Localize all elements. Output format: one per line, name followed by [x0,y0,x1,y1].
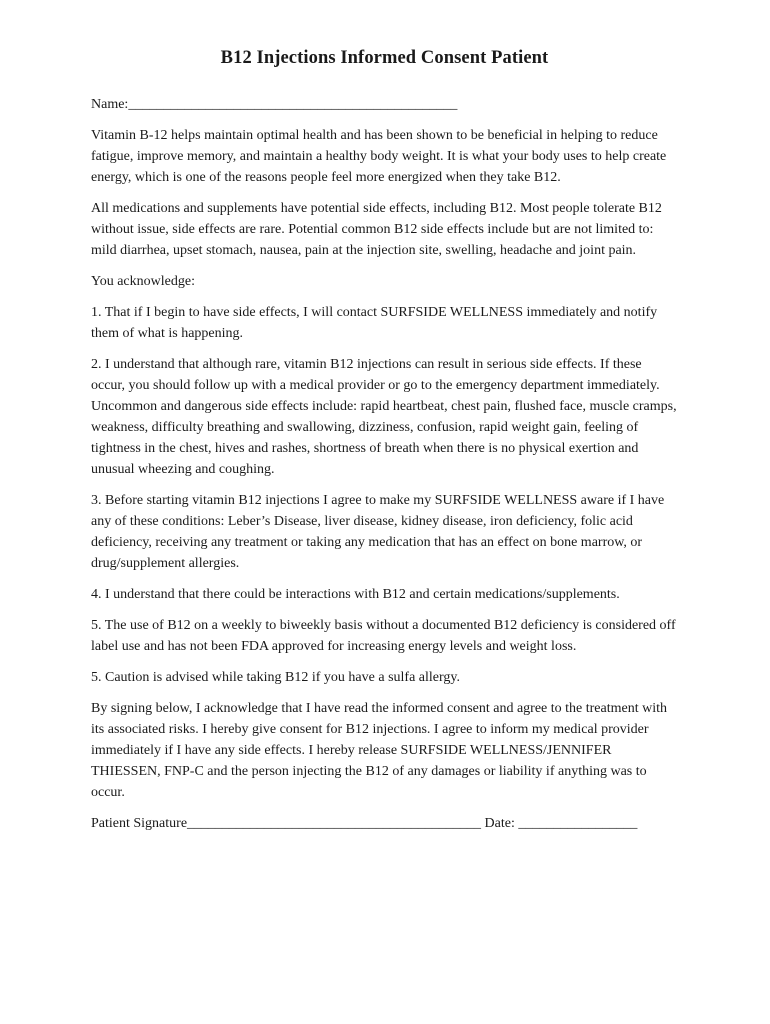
paragraph-item-5: 5. The use of B12 on a weekly to biweekly basis without a documented B12 deficiency is considered off label use and has not been FDA approved for increasing energy levels and weight loss. [91,618,676,654]
date-blank: _________________ [518,816,638,831]
page-title: B12 Injections Informed Consent Patient [220,48,549,68]
paragraph-vitamin-b12-intro: Vitamin B-12 helps maintain optimal health and has been shown to be beneficial in helping to reduce fatigue, improve memory, and maintain a healthy body weight. It is what your body uses to help create energy, which is one of the reasons people feel more energized when they take B12. [91,128,667,185]
name-field-line [91,95,678,115]
date-label: Date: [484,816,515,831]
paragraph-item-1: 1. That if I begin to have side effects, I will contact SURFSIDE WELLNESS immediately and notify them of what is happening. [91,305,658,341]
signature-blank: __________________________________________ [187,816,482,831]
patient-signature-label: Patient Signature [91,816,188,831]
paragraph-item-5-caution: 5. Caution is advised while taking B12 if you have a sulfa allergy. [91,670,460,685]
paragraph-you-acknowledge: You acknowledge: [91,274,195,289]
signature-date-line [91,813,678,834]
paragraph-side-effects: All medications and supplements have potential side effects, including B12. Most people tolerate B12 without issue, side effects are rare. Potential common B12 side effects include but are not limited to: mild diarrhea, upset stomach, nausea, pain at the injection site, swelling, headache and joint pain. [91,201,662,258]
paragraph-item-3: 3. Before starting vitamin B12 injections I agree to make my SURFSIDE WELLNESS aware if I have any of these conditions: Leber’s Disease, liver disease, kidney disease, iron deficiency, folic acid deficiency, receiving any treatment or taking any medication that has an effect on bone marrow, or drug/supplement allergies. [91,493,665,571]
paragraph-item-4: 4. I understand that there could be interactions with B12 and certain medications/supplements. [91,587,620,602]
paragraph-item-2: 2. I understand that although rare, vitamin B12 injections can result in serious side effects. If these occur, you should follow up with a medical provider or go to the emergency department immediately. Uncommon and dangerous side effects include: rapid heartbeat, chest pain, flushed face, muscle cramps, weakness, difficulty breathing and swallowing, dizziness, confusion, rapid weight gain, feeling of tightness in the chest, hives and rashes, shortness of breath when there is no physical exertion and unusual wheezing and coughing. [91,357,677,477]
paragraph-signing-statement: By signing below, I acknowledge that I have read the informed consent and agree to the treatment with its associated risks. I hereby give consent for B12 injections. I agree to inform my medical provider immediately if I have any side effects. I hereby release SURFSIDE WELLNESS/JENNIFER THIESSEN, FNP-C and the person injecting the B12 of any damages or liability if anything was to occur. [91,701,668,800]
name-label: Name: [91,97,129,112]
name-blank: _______________________________________________ [128,97,458,112]
